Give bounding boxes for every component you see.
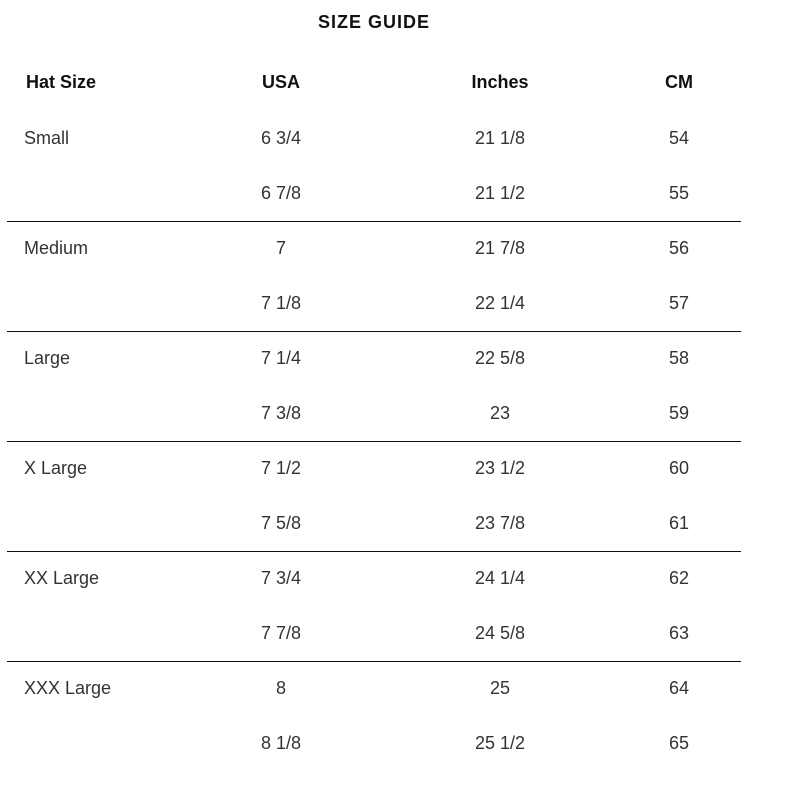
inches-size: 21 1/2 — [474, 183, 526, 203]
inches-size: 23 1/2 — [474, 458, 526, 478]
hat-size-label: X Large — [24, 458, 88, 478]
table-row — [0, 678, 799, 702]
header-hat-size: Hat Size — [26, 72, 97, 92]
usa-size: 8 1/8 — [260, 733, 302, 753]
usa-size: 7 — [275, 238, 286, 258]
hat-size-label: Large — [24, 348, 71, 368]
cm-size: 59 — [668, 403, 690, 423]
group-divider — [7, 441, 741, 442]
inches-size: 22 5/8 — [474, 348, 526, 368]
table-row — [0, 733, 799, 757]
usa-size: 7 3/8 — [260, 403, 302, 423]
cm-size: 62 — [668, 568, 690, 588]
inches-size: 24 5/8 — [474, 623, 526, 643]
inches-size: 25 — [489, 678, 511, 698]
hat-size-label: Medium — [24, 238, 89, 258]
group-divider — [7, 331, 741, 332]
usa-size: 7 1/4 — [260, 348, 302, 368]
inches-size: 22 1/4 — [474, 293, 526, 313]
usa-size: 6 3/4 — [260, 128, 302, 148]
table-row — [0, 458, 799, 482]
cm-size: 54 — [668, 128, 690, 148]
usa-size: 7 7/8 — [260, 623, 302, 643]
inches-size: 21 1/8 — [474, 128, 526, 148]
header-cm: CM — [665, 72, 693, 92]
cm-size: 64 — [668, 678, 690, 698]
inches-size: 23 — [489, 403, 511, 423]
cm-size: 56 — [668, 238, 690, 258]
cm-size: 55 — [668, 183, 690, 203]
cm-size: 60 — [668, 458, 690, 478]
table-row — [0, 238, 799, 262]
usa-size: 7 1/8 — [260, 293, 302, 313]
usa-size: 7 5/8 — [260, 513, 302, 533]
inches-size: 25 1/2 — [474, 733, 526, 753]
table-row — [0, 403, 799, 427]
cm-size: 57 — [668, 293, 690, 313]
inches-size: 21 7/8 — [474, 238, 526, 258]
cm-size: 58 — [668, 348, 690, 368]
cm-size: 63 — [668, 623, 690, 643]
header-inches: Inches — [471, 72, 529, 92]
group-divider — [7, 221, 741, 222]
hat-size-label: Small — [24, 128, 70, 148]
table-row — [0, 568, 799, 592]
page-title: SIZE GUIDE — [317, 12, 430, 32]
usa-size: 7 1/2 — [260, 458, 302, 478]
header-usa: USA — [261, 72, 300, 92]
group-divider — [7, 551, 741, 552]
hat-size-label: XX Large — [24, 568, 100, 588]
table-row — [0, 183, 799, 207]
table-row — [0, 293, 799, 317]
usa-size: 8 — [275, 678, 286, 698]
hat-size-label: XXX Large — [24, 678, 112, 698]
table-row — [0, 623, 799, 647]
usa-size: 7 3/4 — [260, 568, 302, 588]
table-row — [0, 348, 799, 372]
usa-size: 6 7/8 — [260, 183, 302, 203]
cm-size: 65 — [668, 733, 690, 753]
group-divider — [7, 661, 741, 662]
inches-size: 24 1/4 — [474, 568, 526, 588]
table-row — [0, 128, 799, 152]
inches-size: 23 7/8 — [474, 513, 526, 533]
cm-size: 61 — [668, 513, 690, 533]
table-row — [0, 513, 799, 537]
